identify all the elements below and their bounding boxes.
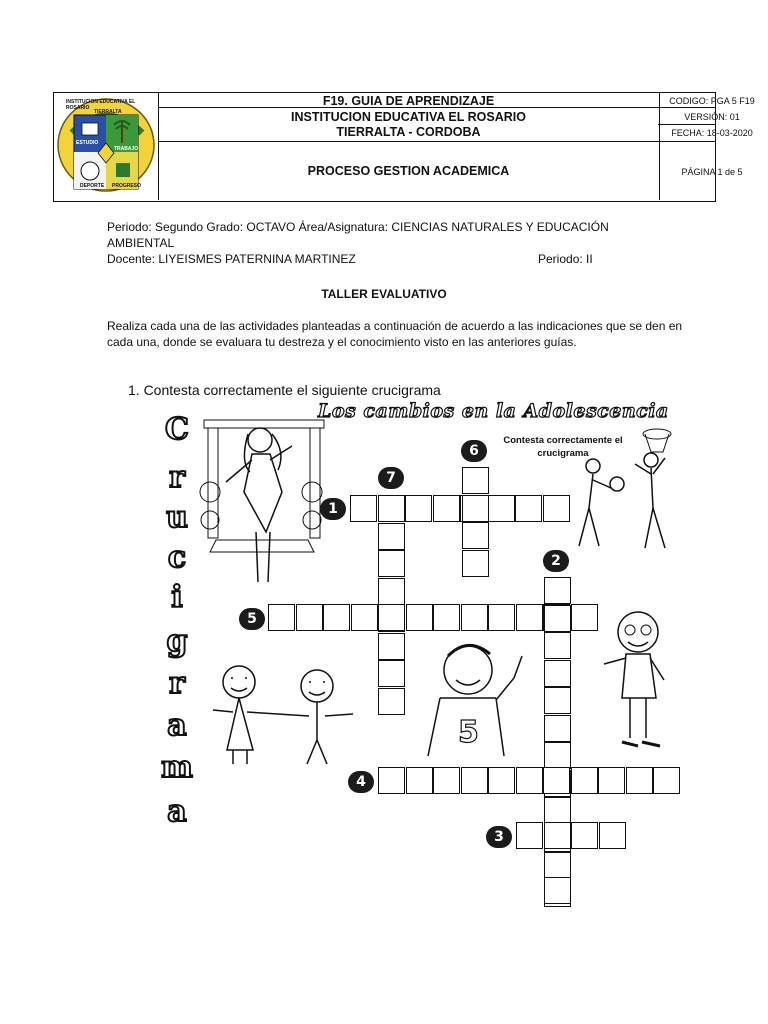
word-5-cell[interactable] [516, 604, 543, 631]
vertical-letter-m: m [161, 750, 193, 785]
word-5-cell[interactable] [296, 604, 323, 631]
word-3-cell[interactable] [599, 822, 626, 849]
smiling-girl-illustration [598, 606, 676, 756]
school-logo [54, 93, 159, 200]
header-right [658, 93, 755, 200]
word-4-cell[interactable] [433, 767, 460, 794]
word-4-cell[interactable] [378, 767, 405, 794]
institution-name: INSTITUCION EDUCATIVA EL ROSARIO [291, 110, 526, 124]
clue-number-two: 2 [543, 550, 569, 572]
word-2-cell[interactable] [544, 797, 571, 824]
word-5-cell[interactable] [488, 604, 515, 631]
vertical-letter-a: a [167, 708, 187, 743]
word-7-cell[interactable] [378, 660, 405, 687]
info-line-1: Periodo: Segundo Grado: OCTAVO Área/Asignatura: CIENCIAS NATURALES Y EDUCACIÓN [107, 220, 609, 234]
workshop-title: TALLER EVALUATIVO [321, 287, 447, 301]
logo-word-deporte: DEPORTE [80, 183, 105, 189]
process-name: PROCESO GESTION ACADEMICA [307, 164, 510, 178]
word-7-cell[interactable] [378, 523, 405, 550]
clue-number-six: 6 [461, 440, 487, 462]
word-2-tail-cell[interactable] [544, 877, 571, 904]
word-1-cell[interactable] [405, 495, 432, 522]
girl-at-door-illustration [196, 412, 336, 602]
periodo: Periodo: II [538, 252, 593, 266]
word-5-cell[interactable] [406, 604, 433, 631]
question-1: 1. Contesta correctamente el siguiente crucigrama [128, 382, 441, 398]
word-2-cell[interactable] [544, 577, 571, 604]
header-table [53, 92, 755, 202]
word-4-cell[interactable] [598, 767, 625, 794]
clue-number-five: 5 [239, 608, 265, 630]
word-1-cell[interactable] [515, 495, 542, 522]
word-5-cell[interactable] [323, 604, 350, 631]
clue-number-four: 4 [348, 771, 374, 793]
instructions-line-2: cada una, donde se evaluara tu destreza y el conocimiento visto en las anteriores guías. [107, 335, 577, 349]
side-instruction-line-1: Contesta correctamente el [503, 435, 623, 446]
word-2-cell[interactable] [544, 632, 571, 659]
vertical-letter-c: C [165, 412, 189, 447]
word-2-cell[interactable] [544, 742, 571, 769]
doc-code: F19. GUIA DE APRENDIZAJE [322, 94, 495, 108]
word-1-cell[interactable] [433, 495, 460, 522]
word-5-cell[interactable] [351, 604, 378, 631]
word-5-cell[interactable] [461, 604, 488, 631]
word-7-cell[interactable] [378, 550, 405, 577]
info-line-2: AMBIENTAL [107, 236, 175, 250]
logo-city: TIERRALTA [94, 109, 122, 115]
city-name: TIERRALTA - CORDOBA [336, 125, 481, 139]
vertical-letter-c2: c [167, 540, 187, 575]
logo-ring-text: INSTITUCION EDUCATIVA EL ROSARIO [66, 99, 136, 111]
version: VERSIÓN: 01 [684, 112, 740, 122]
word-3-cell[interactable] [571, 822, 598, 849]
codigo: CODIGO: PGA 5 F19 [669, 96, 755, 106]
word-4-cell[interactable] [653, 767, 680, 794]
word-2-cell[interactable] [544, 852, 571, 879]
clue-number-three: 3 [486, 826, 512, 848]
word-6-cell[interactable] [462, 495, 489, 522]
word-6-cell[interactable] [462, 522, 489, 549]
vertical-letter-u: u [166, 500, 188, 535]
word-4-cell[interactable] [488, 767, 515, 794]
instructions-line-1: Realiza cada una de las actividades planteadas a continuación de acuerdo a las indicaciones que se den en [107, 319, 683, 333]
word-7-cell[interactable] [378, 495, 405, 522]
logo-word-trabajo: TRABAJO [114, 146, 139, 152]
word-5-cell[interactable] [571, 604, 598, 631]
vertical-letter-i: i [171, 580, 183, 615]
vertical-letter-r: r [169, 460, 185, 495]
fecha: FECHA: 18-03-2020 [671, 128, 753, 138]
word-4-cell[interactable] [406, 767, 433, 794]
word-2-cell[interactable] [544, 687, 571, 714]
word-7-cell[interactable] [378, 688, 405, 715]
word-5-cell[interactable] [433, 604, 460, 631]
pagina: PÁGINA 1 de 5 [681, 167, 743, 177]
basketball-players-illustration [565, 428, 685, 563]
word-2-cell[interactable] [544, 660, 571, 687]
word-3-cell[interactable] [516, 822, 543, 849]
word-4-cell[interactable] [461, 767, 488, 794]
word-1-cell[interactable] [488, 495, 515, 522]
header-center [158, 93, 660, 200]
word-3-cell[interactable] [544, 822, 571, 849]
vertical-letter-r2: r [169, 666, 185, 701]
word-1-cell[interactable] [543, 495, 570, 522]
side-instruction-line-2: crucigrama [537, 448, 589, 459]
word-4-cell[interactable] [626, 767, 653, 794]
word-5-cell[interactable] [378, 604, 405, 631]
vertical-letter-a2: a [167, 794, 187, 829]
kids-holding-hands-illustration [203, 660, 368, 770]
clue-number-seven: 7 [378, 467, 404, 489]
word-7-cell[interactable] [378, 633, 405, 660]
word-6-cell[interactable] [462, 467, 489, 494]
word-4-cell[interactable] [571, 767, 598, 794]
word-1-cell[interactable] [350, 495, 377, 522]
word-6-cell[interactable] [462, 550, 489, 577]
word-7-cell[interactable] [378, 578, 405, 605]
docente: Docente: LIYEISMES PATERNINA MARTINEZ [107, 252, 356, 266]
clue-number-one: 1 [320, 498, 346, 520]
word-4-cell[interactable] [516, 767, 543, 794]
vertical-letter-g: g [166, 624, 188, 659]
svg-text:5: 5 [458, 715, 479, 750]
logo-word-progreso: PROGRESO [112, 183, 141, 189]
word-2-cell[interactable] [544, 715, 571, 742]
logo-word-estudio: ESTUDIO [76, 140, 99, 146]
waving-boy-illustration [418, 636, 533, 761]
crossword-banner: Los cambios en la Adolescencia [318, 400, 669, 422]
word-5-cell[interactable] [268, 604, 295, 631]
word-4-cell[interactable] [543, 767, 570, 794]
word-2-cell[interactable] [544, 605, 571, 632]
